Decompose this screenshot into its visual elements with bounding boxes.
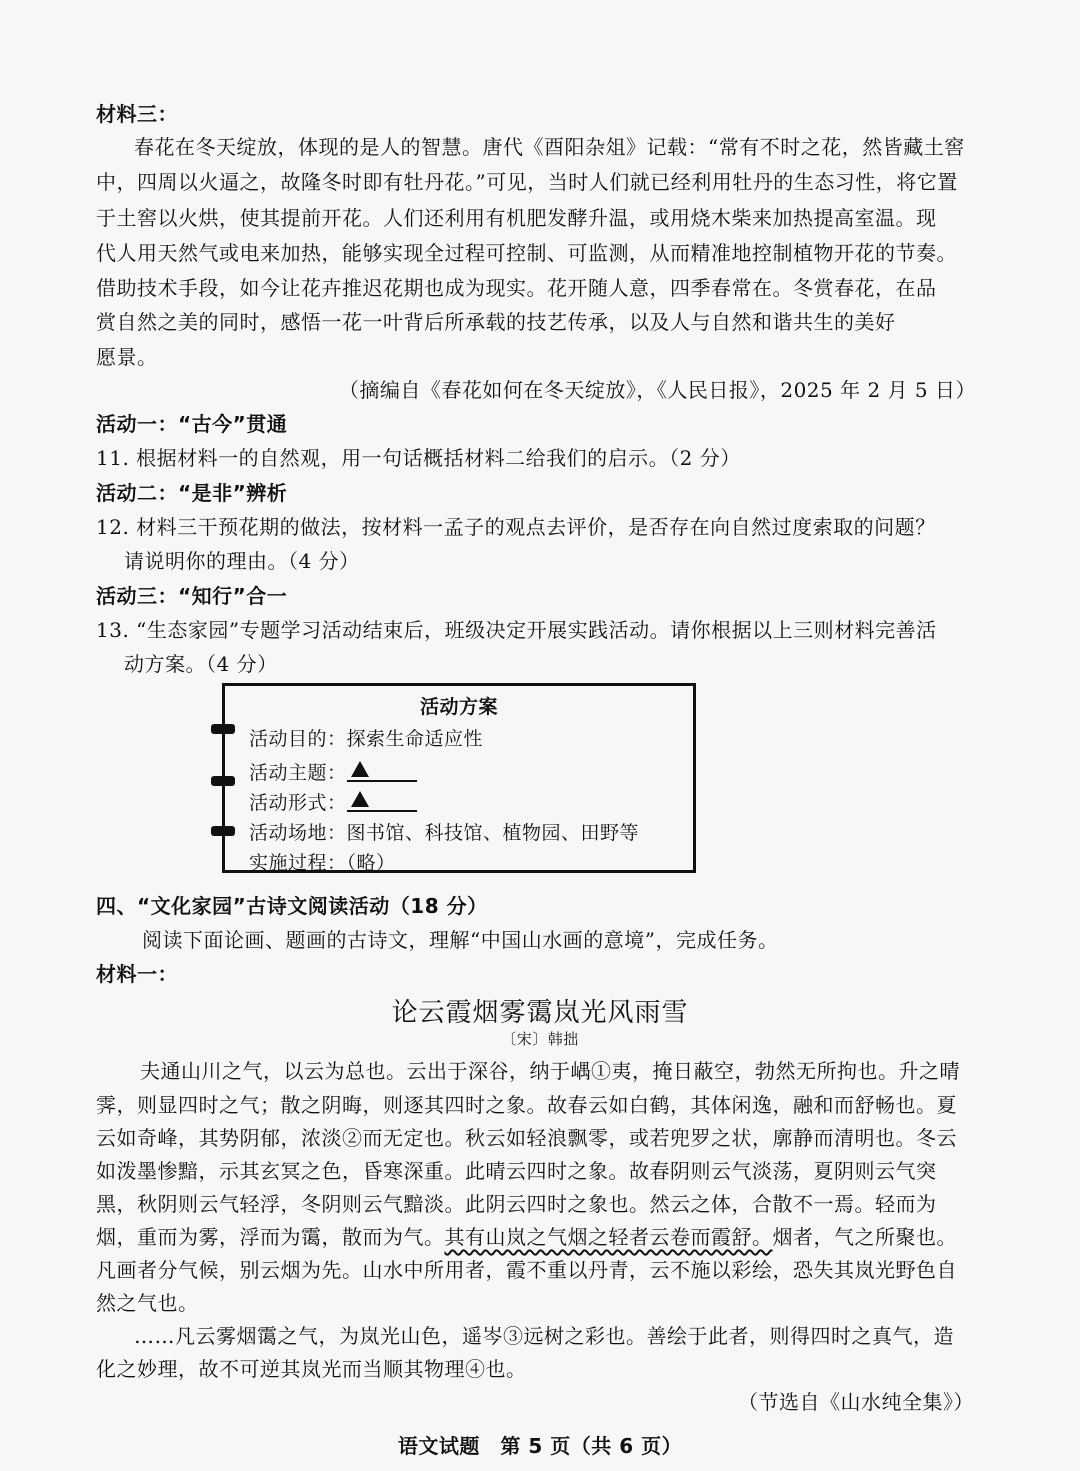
activity-2-heading: 活动二：“是非”辨析 [96,481,288,505]
m3-line-5: 借助技术手段，如今让花卉推迟花期也成为现实。花开随人意，四季春常在。冬赏春花，在品 [96,276,937,300]
plan-form-label: 活动形式： [249,792,347,814]
plan-venue: 活动场地：图书馆、科技馆、植物园、田野等 [249,822,640,844]
plan-theme-label: 活动主题： [249,762,347,784]
text-line-6-a: 烟，重而为雾，浮而为霭，散而为气。 [96,1225,445,1249]
triangle-icon [351,791,369,807]
question-11: 11. 根据材料一的自然观，用一句话概括材料二给我们的启示。（2 分） [96,446,741,470]
triangle-icon [351,761,369,777]
poem-author: 〔宋〕韩拙 [501,1030,579,1048]
activity-1-heading: 活动一：“古今”贯通 [96,412,288,436]
plan-theme-blank [347,780,417,782]
question-12: 12. 材料三干预花期的做法，按材料一孟子的观点去评价，是否存在向自然过度索取的问题？ [96,515,936,539]
text-line-3: 云如奇峰，其势阴郁，浓淡②而无定也。秋云如轻浪飘零，或若兜罗之状，廓静而清明也。冬云 [96,1126,957,1150]
plan-title: 活动方案 [419,696,498,718]
plan-purpose: 活动目的：探索生命适应性 [249,728,484,750]
page-footer: 语文试题 第 5 页（共 6 页） [397,1434,683,1458]
m3-line-1: 春花在冬天绽放，体现的是人的智慧。唐代《酉阳杂俎》记载：“常有不时之花，然皆藏土窖 [134,135,965,159]
poem-source: （节选自《山水纯全集》） [738,1390,974,1414]
section-4-intro: 阅读下面论画、题画的古诗文，理解“中国山水画的意境”，完成任务。 [142,928,779,952]
plan-process: 实施过程：（略） [249,852,396,874]
question-13-cont: 动方案。（4 分） [124,652,278,676]
question-13: 13. “生态家园”专题学习活动结束后，班级决定开展实践活动。请你根据以上三则材料完善活 [96,618,937,642]
text-line-10: 化之妙理，故不可逆其岚光而当顺其物理④也。 [96,1357,527,1381]
underlined-sentence: 其有山岚之气烟之轻者云卷而霞舒。 [444,1225,773,1249]
text-line-5: 黑，秋阴则云气轻浮，冬阴则云气黯淡。此阴云四时之象也。然云之体，合散不一焉。轻而为 [96,1192,937,1216]
text-line-6-b: 烟者，气之所聚也。 [772,1225,957,1249]
material-1-label: 材料一： [96,962,178,986]
section-4-heading: 四、“文化家园”古诗文阅读活动（18 分） [96,894,488,918]
plan-theme [249,758,417,785]
text-line-9: ……凡云雾烟霭之气，为岚光山色，遥岑③远树之彩也。善绘于此者，则得四时之真气，造 [134,1324,954,1348]
m3-line-3: 于土窖以火烘，使其提前开花。人们还利用有机肥发酵升温，或用烧木柴来加热提高室温。现 [96,206,937,230]
question-12-cont: 请说明你的理由。（4 分） [124,549,360,573]
m3-line-7: 愿景。 [96,345,158,369]
text-line-7: 凡画者分气候，别云烟为先。山水中所用者，霞不重以丹青，云不施以彩绘，恐失其岚光野色自 [96,1258,957,1282]
activity-3-heading: 活动三：“知行”合一 [96,584,288,608]
text-line-6 [96,1221,957,1250]
plan-form [249,788,417,815]
activity-plan-box [222,683,696,873]
poem-title: 论云霞烟雾霭岚光风雨雪 [391,998,689,1028]
binder-ring-icon [211,776,235,786]
text-line-4: 如泼墨惨黯，示其玄冥之色，昏寒深重。此晴云四时之象。故春阴则云气淡荡，夏阴则云气突 [96,1159,937,1183]
text-line-2: 霁，则显四时之气；散之阴晦，则逐其四时之象。故春云如白鹤，其体闲逸，融和而舒畅也。夏 [96,1093,957,1117]
m3-line-6: 赏自然之美的同时，感悟一花一叶背后所承载的技艺传承，以及人与自然和谐共生的美好 [96,310,896,334]
m3-source: （摘编自《春花如何在冬天绽放》，《人民日报》，2025 年 2 月 5 日） [338,378,976,402]
text-line-1: 夫通山川之气，以云为总也。云出于深谷，纳于嵎①夷，掩日蔽空，勃然无所拘也。升之晴 [140,1059,960,1083]
material-3-label: 材料三： [96,102,178,126]
binder-ring-icon [211,724,235,734]
m3-line-2: 中，四周以火逼之，故隆冬时即有牡丹花。”可见，当时人们就已经利用牡丹的生态习性，将它置 [96,170,958,194]
binder-ring-icon [211,826,235,836]
text-line-8: 然之气也。 [96,1291,199,1315]
plan-form-blank [347,810,417,812]
m3-line-4: 代人用天然气或电来加热，能够实现全过程可控制、可监测，从而精准地控制植物开花的节奏。 [96,241,957,265]
